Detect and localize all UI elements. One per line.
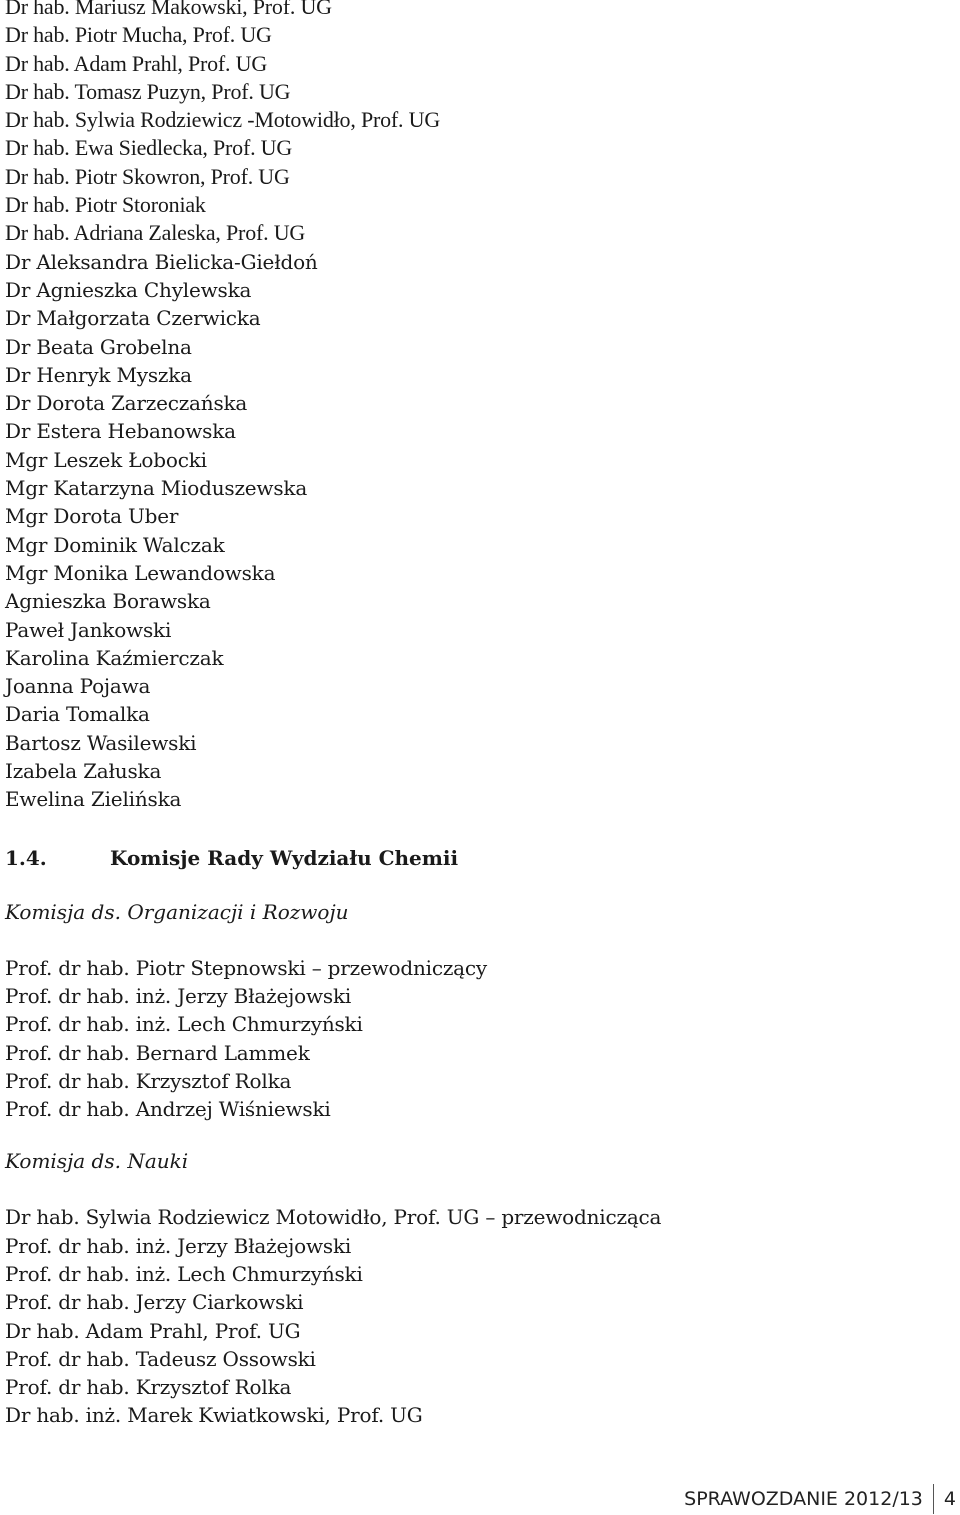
report-label: SPRAWOZDANIE 2012/13: [684, 1488, 923, 1510]
list-item: Dr hab. Adam Prahl, Prof. UG: [5, 50, 268, 76]
list-item: Paweł Jankowski: [5, 617, 172, 642]
list-item: Dr Dorota Zarzeczańska: [5, 391, 248, 416]
list-item: Ewelina Zielińska: [5, 787, 182, 812]
list-item: Dr hab. Piotr Mucha, Prof. UG: [5, 22, 272, 48]
section-number: 1.4.: [5, 845, 47, 870]
committee-member: Prof. dr hab. inż. Jerzy Błażejowski: [5, 983, 352, 1008]
list-item: Dr Beata Grobelna: [5, 334, 192, 359]
committee-member: Prof. dr hab. inż. Lech Chmurzyński: [5, 1012, 363, 1037]
list-item: Dr hab. Tomasz Puzyn, Prof. UG: [5, 78, 291, 104]
list-item: Agnieszka Borawska: [5, 589, 211, 614]
committee-member: Prof. dr hab. Andrzej Wiśniewski: [5, 1097, 331, 1122]
committee-member: Prof. dr hab. Jerzy Ciarkowski: [5, 1290, 304, 1315]
committee-nauki: [5, 1147, 945, 1429]
list-item: Mgr Dorota Uber: [5, 504, 179, 529]
list-item: Bartosz Wasilewski: [5, 730, 197, 755]
list-item: Mgr Dominik Walczak: [5, 532, 225, 557]
list-item: Dr Henryk Myszka: [5, 362, 192, 387]
committee-member: Prof. dr hab. Tadeusz Ossowski: [5, 1346, 316, 1371]
committee-member: Prof. dr hab. inż. Lech Chmurzyński: [5, 1261, 363, 1286]
list-item: Daria Tomalka: [5, 702, 150, 727]
committee-title: Komisja ds. Nauki: [5, 1149, 189, 1174]
committee-member: Dr hab. Adam Prahl, Prof. UG: [5, 1318, 301, 1343]
committee-member: Dr hab. Sylwia Rodziewicz Motowidło, Prof. UG – przewodnicząca: [5, 1205, 662, 1230]
list-item: Karolina Kaźmierczak: [5, 645, 224, 670]
list-item: Dr hab. Sylwia Rodziewicz -Motowidło, Prof. UG: [5, 107, 441, 133]
page-number: 4: [943, 1488, 956, 1510]
list-item: Dr Agnieszka Chylewska: [5, 277, 252, 302]
committee-member: Prof. dr hab. Krzysztof Rolka: [5, 1375, 292, 1400]
page-footer: [684, 1484, 956, 1514]
list-item: Dr hab. Ewa Siedlecka, Prof. UG: [5, 135, 293, 161]
list-item: Dr hab. Piotr Storoniak: [5, 192, 206, 218]
committee-title: Komisja ds. Organizacji i Rozwoju: [5, 899, 349, 924]
list-item: Dr Małgorzata Czerwicka: [5, 306, 261, 331]
list-item: Mgr Katarzyna Mioduszewska: [5, 476, 308, 501]
section-heading: [5, 842, 945, 874]
list-item: Mgr Monika Lewandowska: [5, 560, 276, 585]
list-item: Dr hab. Piotr Skowron, Prof. UG: [5, 163, 290, 189]
committee-member: Dr hab. inż. Marek Kwiatkowski, Prof. UG: [5, 1403, 423, 1428]
list-item: Izabela Załuska: [5, 759, 162, 784]
committee-member: Prof. dr hab. Bernard Lammek: [5, 1040, 310, 1065]
committee-member: Prof. dr hab. inż. Jerzy Błażejowski: [5, 1233, 352, 1258]
document-page: [5, 0, 945, 1430]
members-list-continued: [5, 248, 945, 814]
list-item: Dr hab. Adriana Zaleska, Prof. UG: [5, 220, 306, 246]
list-item: Dr Estera Hebanowska: [5, 419, 236, 444]
committee-member: Prof. dr hab. Piotr Stepnowski – przewodniczący: [5, 955, 488, 980]
list-item: Joanna Pojawa: [5, 674, 151, 699]
list-item: Dr Aleksandra Bielicka-Giełdoń: [5, 249, 318, 274]
list-item: Mgr Leszek Łobocki: [5, 447, 207, 472]
members-list: [5, 0, 945, 248]
committee-organizacji: [5, 898, 945, 1124]
list-item: Dr hab. Mariusz Makowski, Prof. UG: [5, 0, 332, 19]
section-title: Komisje Rady Wydziału Chemii: [110, 845, 459, 870]
committee-member: Prof. dr hab. Krzysztof Rolka: [5, 1068, 292, 1093]
